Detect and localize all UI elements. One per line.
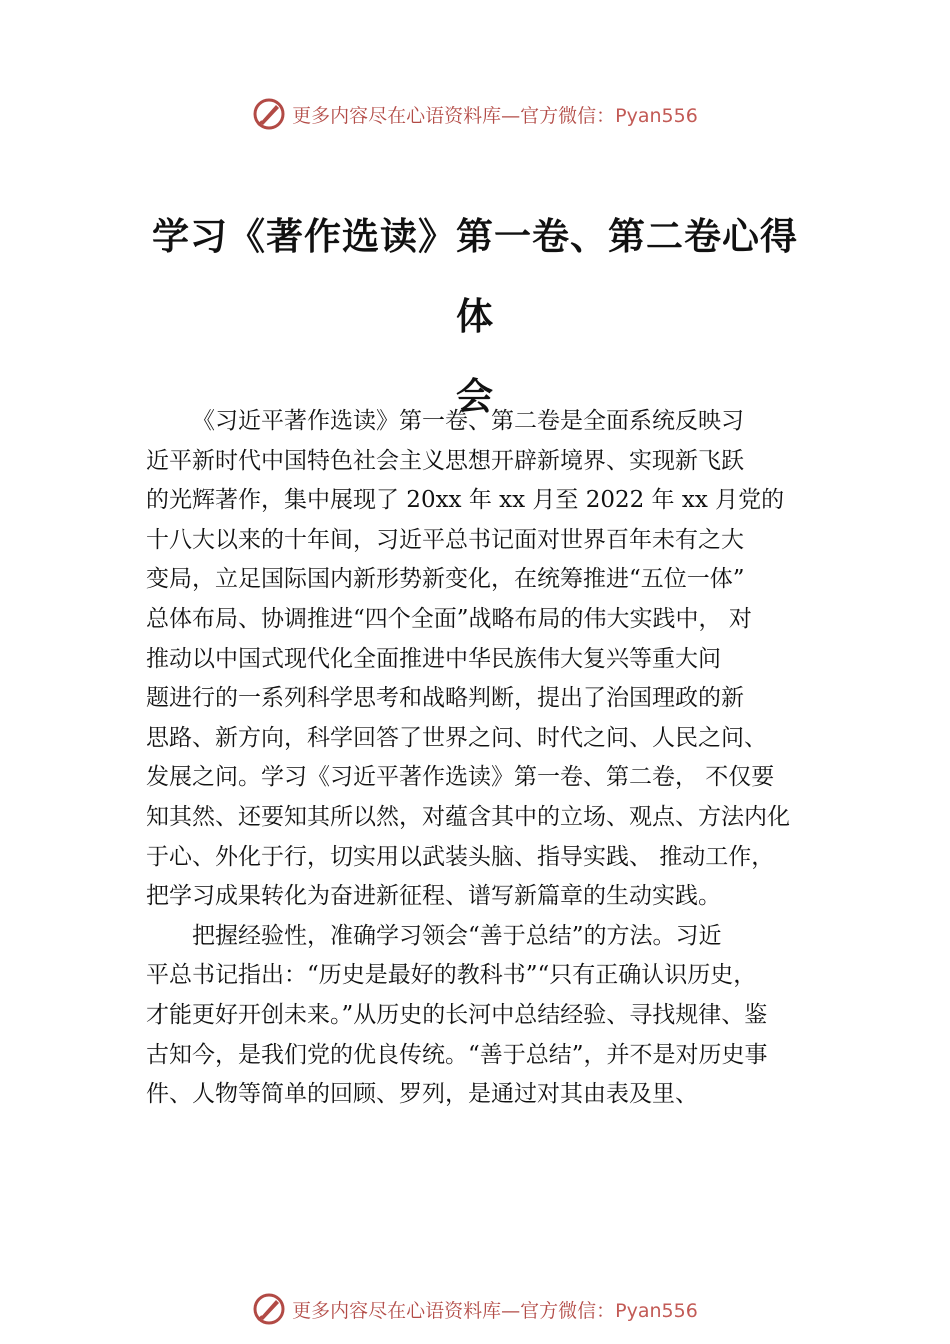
quill-logo-icon — [252, 97, 286, 131]
wechat-id: Pyan556 — [615, 104, 698, 127]
paragraph-line: 于心、外化于行，切实用以武装头脑、指导实践、 推动工作， — [146, 843, 775, 870]
paragraph-line: 《习近平著作选读》第一卷、第二卷是全面系统反映习 — [192, 408, 744, 434]
paragraph-line: 才能更好开创未来。”从历史的长河中总结经验、寻找规律、鉴 — [146, 1001, 768, 1028]
title-line-2: 会 — [456, 374, 494, 418]
title-line-1: 学习《著作选读》第一卷、第二卷心得体 — [152, 214, 798, 338]
header-banner — [0, 94, 950, 134]
paragraph-line: 总体布局、协调推进“四个全面”战略布局的伟大实践中， 对 — [146, 605, 752, 632]
paragraph-line: 变局，立足国际国内新形势新变化，在统筹推进“五位一体” — [146, 566, 745, 593]
document-body — [146, 402, 818, 1115]
quill-logo-icon — [252, 1292, 286, 1326]
paragraph-1 — [146, 402, 818, 917]
paragraph-line: 思路、新方向，科学回答了世界之问、时代之问、人民之问、 — [146, 724, 767, 751]
paragraph-line: 的光辉著作，集中展现了 20xx 年 xx 月至 2022 年 xx 月党的 — [146, 487, 785, 514]
footer-banner — [0, 1289, 950, 1329]
paragraph-line: 古知今，是我们党的优良传统。“善于总结”，并不是对历史事 — [146, 1041, 768, 1068]
banner-slogan: 更多内容尽在心语资料库—官方微信： — [292, 104, 616, 127]
paragraph-line: 题进行的一系列科学思考和战略判断，提出了治国理政的新 — [146, 685, 744, 712]
paragraph-line: 把学习成果转化为奋进新征程、谱写新篇章的生动实践。 — [146, 883, 721, 910]
paragraph-line: 平总书记指出：“历史是最好的教科书”“只有正确认识历史， — [146, 962, 757, 989]
banner-slogan: 更多内容尽在心语资料库—官方微信： — [292, 1299, 616, 1322]
paragraph-line: 把握经验性，准确学习领会“善于总结”的方法。习近 — [192, 922, 722, 949]
paragraph-line: 发展之问。学习《习近平著作选读》第一卷、第二卷， 不仅要 — [146, 764, 775, 791]
wechat-id: Pyan556 — [615, 1299, 698, 1322]
banner-text — [292, 1296, 698, 1323]
document-title — [140, 196, 810, 436]
paragraph-2 — [146, 917, 818, 1115]
banner-text — [292, 101, 698, 128]
paragraph-line: 件、人物等简单的回顾、罗列，是通过对其由表及里、 — [146, 1081, 698, 1108]
paragraph-line: 知其然、还要知其所以然，对蕴含其中的立场、观点、方法内化 — [146, 803, 790, 830]
paragraph-line: 推动以中国式现代化全面推进中华民族伟大复兴等重大问 — [146, 645, 721, 672]
paragraph-line: 近平新时代中国特色社会主义思想开辟新境界、实现新飞跃 — [146, 447, 744, 474]
paragraph-line: 十八大以来的十年间，习近平总书记面对世界百年未有之大 — [146, 526, 744, 553]
